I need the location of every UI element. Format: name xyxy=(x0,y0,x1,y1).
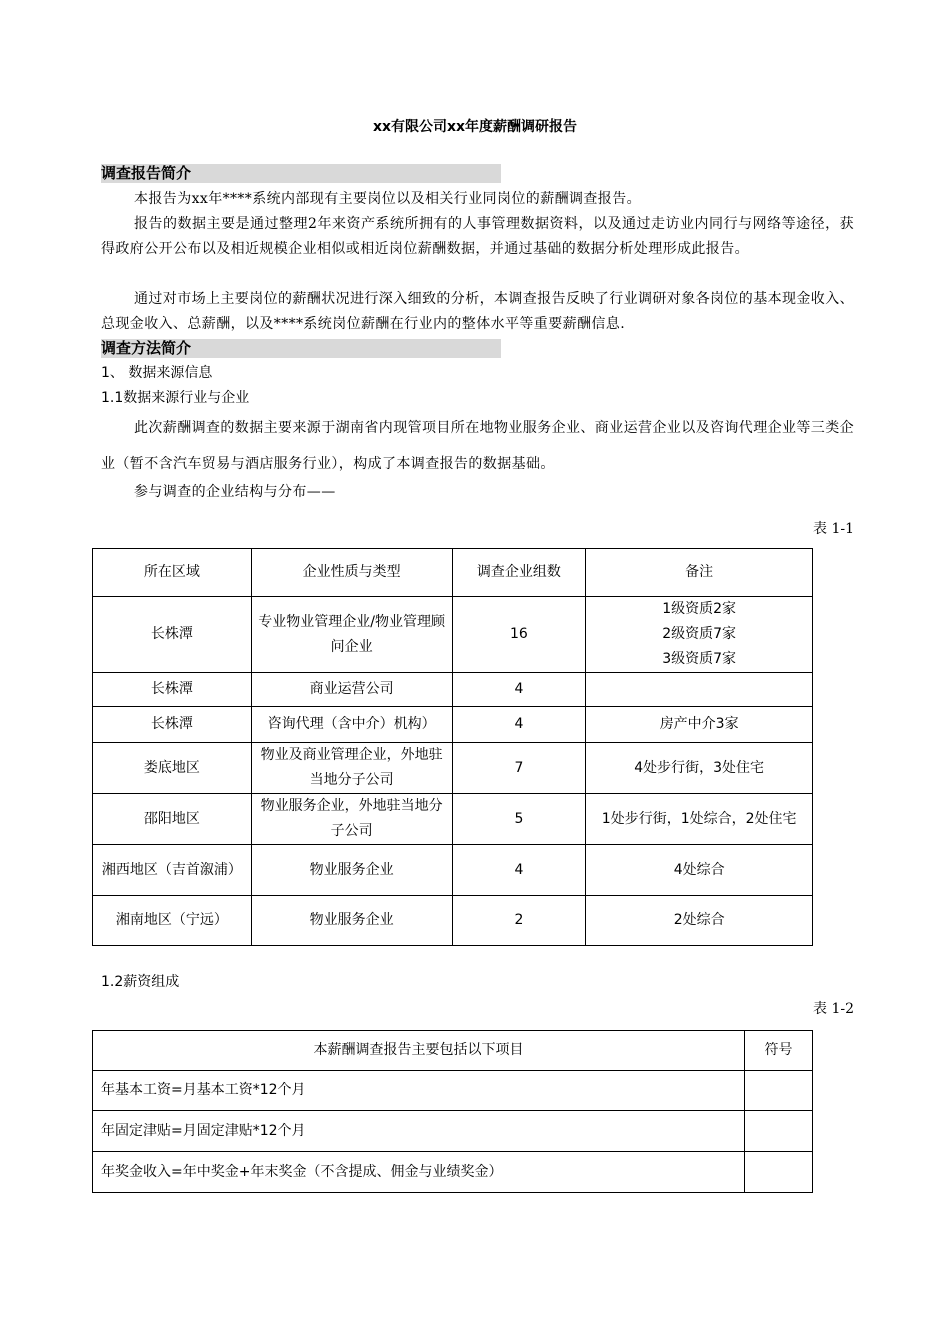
table-row xyxy=(93,743,813,794)
table-1-header-note: 备注 xyxy=(586,549,813,597)
subsection-1-1-intro-line: 参与调查的企业结构与分布—— xyxy=(134,484,336,500)
table-cell-type: 物业服务企业 xyxy=(251,845,452,896)
subsection-1-1-paragraph: 此次薪酬调查的数据主要来源于湖南省内现管项目所在地物业服务企业、商业运营企业以及咨询代理企业等三类企业（暂不含汽车贸易与酒店服务行业），构成了本调查报告的数据基础。 xyxy=(101,420,854,472)
table-row xyxy=(93,845,813,896)
intro-paragraph-1: 本报告为xx年****系统内部现有主要岗位以及相关行业同岗位的薪酬调查报告。 xyxy=(134,191,641,207)
table-cell-note: 1处步行街，1处综合，2处住宅 xyxy=(586,794,813,845)
table-2-label: 表 1-2 xyxy=(813,1001,854,1017)
table-cell-count: 4 xyxy=(452,673,586,707)
table-cell-type: 物业及商业管理企业，外地驻当地分子公司 xyxy=(251,743,452,794)
table-cell-note: 4处综合 xyxy=(586,845,813,896)
table-cell-region: 长株潭 xyxy=(93,707,252,743)
table-row xyxy=(93,707,813,743)
table-cell-count: 7 xyxy=(452,743,586,794)
table-1-header-type: 企业性质与类型 xyxy=(251,549,452,597)
intro-paragraph-2: 报告的数据主要是通过整理2年来资产系统所拥有的人事管理数据资料，以及通过走访业内同行与网络等途径，获得政府公开公布以及相近规模企业相似或相近岗位薪酬数据，并通过基础的数据分析处理形成此报告。 xyxy=(101,216,854,257)
table-cell-region: 湘南地区（宁远） xyxy=(93,896,252,946)
table-row xyxy=(93,597,813,673)
table-row xyxy=(93,673,813,707)
table-cell-count: 2 xyxy=(452,896,586,946)
table-cell-type: 物业服务企业，外地驻当地分子公司 xyxy=(251,794,452,845)
table-cell-type: 物业服务企业 xyxy=(251,896,452,946)
table-cell-count: 4 xyxy=(452,707,586,743)
table-1-header-row xyxy=(93,549,813,597)
section-heading-method: 调查方法简介 xyxy=(101,339,501,358)
table-cell-count: 16 xyxy=(452,597,586,673)
table-2-header-symbol: 符号 xyxy=(745,1031,813,1071)
note-line: 3级资质7家 xyxy=(662,651,737,667)
section-heading-intro: 调查报告简介 xyxy=(101,164,501,183)
table-cell-note: 4处步行街，3处住宅 xyxy=(586,743,813,794)
table-cell-region: 湘西地区（吉首溆浦） xyxy=(93,845,252,896)
table-row xyxy=(93,896,813,946)
subsection-1-2: 1.2薪资组成 xyxy=(101,974,180,990)
table-cell-item: 年奖金收入=年中奖金+年末奖金（不含提成、佣金与业绩奖金） xyxy=(93,1152,745,1193)
document-title: xx有限公司xx年度薪酬调研报告 xyxy=(372,119,578,135)
table-cell-region: 长株潭 xyxy=(93,673,252,707)
table-cell-symbol xyxy=(745,1111,813,1152)
table-cell-note xyxy=(586,673,813,707)
table-cell-type: 专业物业管理企业/物业管理顾问企业 xyxy=(251,597,452,673)
subsection-1-1: 1.1数据来源行业与企业 xyxy=(101,390,250,406)
table-2 xyxy=(92,1030,813,1193)
table-cell-region: 邵阳地区 xyxy=(93,794,252,845)
table-row xyxy=(93,794,813,845)
table-2-header-item: 本薪酬调查报告主要包括以下项目 xyxy=(93,1031,745,1071)
note-line: 1级资质2家 xyxy=(662,601,737,617)
table-cell-note: 2处综合 xyxy=(586,896,813,946)
table-cell-note xyxy=(586,597,813,673)
table-cell-type: 商业运营公司 xyxy=(251,673,452,707)
table-cell-region: 长株潭 xyxy=(93,597,252,673)
table-cell-type: 咨询代理（含中介）机构） xyxy=(251,707,452,743)
table-row xyxy=(93,1111,813,1152)
table-cell-item: 年基本工资=月基本工资*12个月 xyxy=(93,1071,745,1111)
table-row xyxy=(93,1152,813,1193)
table-1 xyxy=(92,548,813,946)
table-1-label: 表 1-1 xyxy=(813,521,854,537)
table-cell-region: 娄底地区 xyxy=(93,743,252,794)
table-cell-symbol xyxy=(745,1071,813,1111)
table-2-header-row xyxy=(93,1031,813,1071)
list-item-1: 1、 数据来源信息 xyxy=(101,365,213,381)
note-line: 2级资质7家 xyxy=(662,626,737,642)
table-row xyxy=(93,1071,813,1111)
table-cell-item: 年固定津贴=月固定津贴*12个月 xyxy=(93,1111,745,1152)
intro-paragraph-3: 通过对市场上主要岗位的薪酬状况进行深入细致的分析，本调查报告反映了行业调研对象各岗位的基本现金收入、总现金收入、总薪酬，以及****系统岗位薪酬在行业内的整体水平等重要薪酬信息. xyxy=(101,291,854,332)
table-cell-count: 5 xyxy=(452,794,586,845)
table-cell-symbol xyxy=(745,1152,813,1193)
table-cell-note: 房产中介3家 xyxy=(586,707,813,743)
table-1-header-count: 调查企业组数 xyxy=(452,549,586,597)
table-cell-count: 4 xyxy=(452,845,586,896)
table-1-header-region: 所在区域 xyxy=(93,549,252,597)
